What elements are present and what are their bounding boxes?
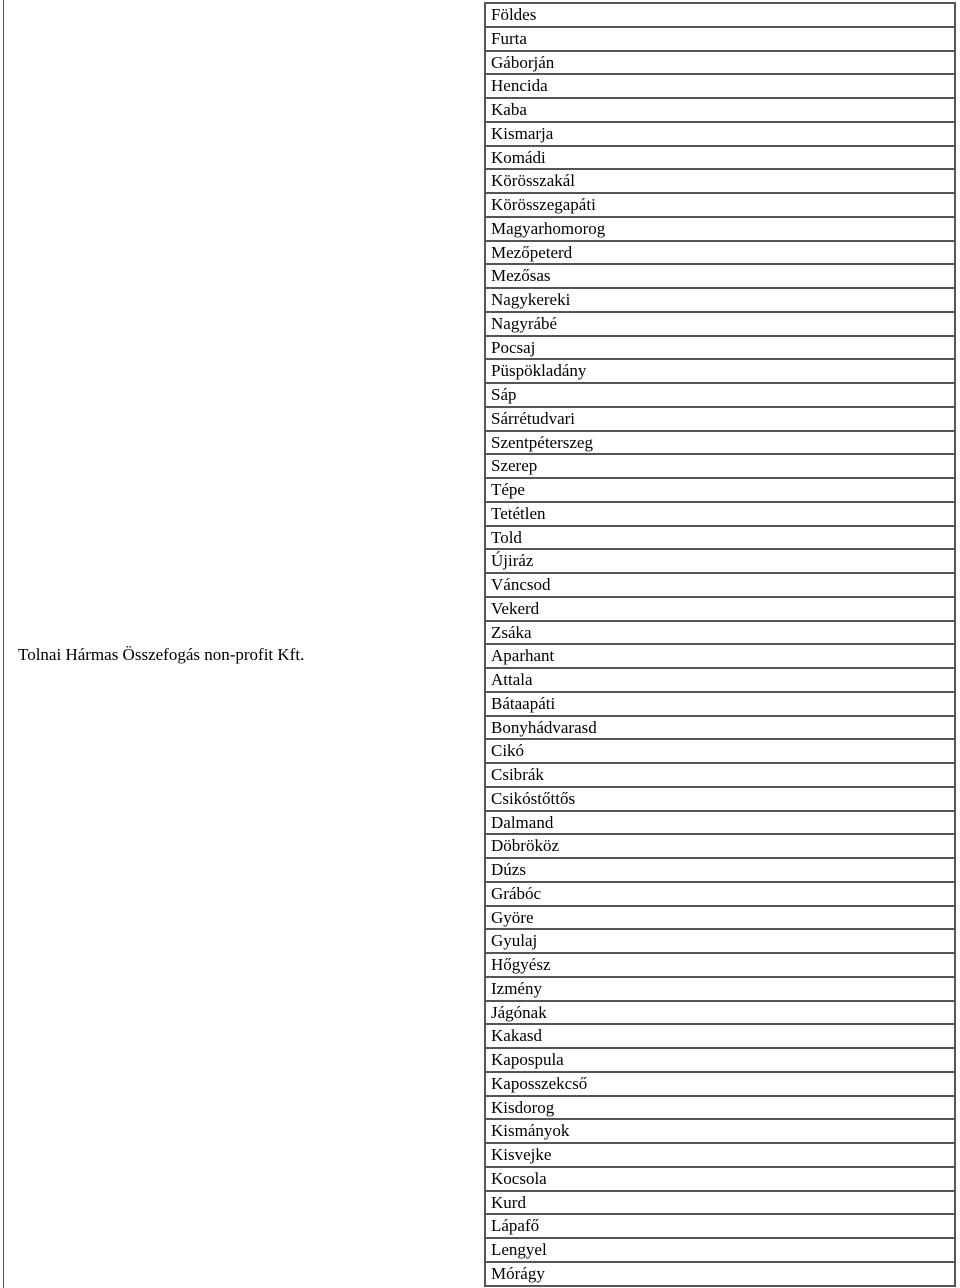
settlement-row: Kocsola	[486, 1168, 954, 1192]
settlement-row: Dúzs	[486, 859, 954, 883]
settlement-row: Kismarja	[486, 123, 954, 147]
settlement-row: Váncsod	[486, 574, 954, 598]
settlement-row: Kurd	[486, 1192, 954, 1216]
settlement-row: Körösszakál	[486, 170, 954, 194]
organization-name: Tolnai Hármas Összefogás non-profit Kft.	[18, 645, 305, 664]
settlement-row: Kapospula	[486, 1049, 954, 1073]
settlement-row: Mezősas	[486, 265, 954, 289]
settlement-row: Furta	[486, 28, 954, 52]
settlement-row: Szentpéterszeg	[486, 432, 954, 456]
settlement-row: Csibrák	[486, 764, 954, 788]
settlement-row: Komádi	[486, 147, 954, 171]
settlement-row: Szerep	[486, 455, 954, 479]
settlement-row: Földes	[486, 4, 954, 28]
settlement-row: Attala	[486, 669, 954, 693]
settlement-row: Grábóc	[486, 883, 954, 907]
organization-cell	[3, 0, 481, 1288]
settlement-row: Vekerd	[486, 598, 954, 622]
settlement-row: Magyarhomorog	[486, 218, 954, 242]
settlement-row: Csikóstőttős	[486, 788, 954, 812]
settlement-row: Tetétlen	[486, 503, 954, 527]
settlement-row: Dalmand	[486, 812, 954, 836]
settlement-row: Hencida	[486, 75, 954, 99]
settlement-row: Kakasd	[486, 1025, 954, 1049]
settlement-row: Nagyrábé	[486, 313, 954, 337]
settlement-row: Kaposszekcső	[486, 1073, 954, 1097]
settlement-row: Zsáka	[486, 622, 954, 646]
settlement-row: Mórágy	[486, 1263, 954, 1287]
settlement-list	[484, 2, 956, 1287]
settlement-row: Döbrököz	[486, 835, 954, 859]
settlement-row: Hőgyész	[486, 954, 954, 978]
settlement-row: Sáp	[486, 384, 954, 408]
settlement-row: Tépe	[486, 479, 954, 503]
settlement-row: Lápafő	[486, 1215, 954, 1239]
settlement-row: Györe	[486, 907, 954, 931]
settlement-row: Mezőpeterd	[486, 242, 954, 266]
settlement-row: Sárrétudvari	[486, 408, 954, 432]
settlement-row: Kaba	[486, 99, 954, 123]
settlement-row: Bátaapáti	[486, 693, 954, 717]
settlement-row: Lengyel	[486, 1239, 954, 1263]
settlement-row: Jágónak	[486, 1002, 954, 1026]
settlement-row: Kisdorog	[486, 1097, 954, 1121]
settlement-row: Kismányok	[486, 1120, 954, 1144]
settlement-row: Pocsaj	[486, 337, 954, 361]
settlement-row: Gyulaj	[486, 930, 954, 954]
settlement-row: Aparhant	[486, 645, 954, 669]
settlement-row: Cikó	[486, 740, 954, 764]
settlement-row: Püspökladány	[486, 360, 954, 384]
settlement-row: Gáborján	[486, 52, 954, 76]
settlement-row: Told	[486, 527, 954, 551]
settlement-row: Izmény	[486, 978, 954, 1002]
settlement-row: Körösszegapáti	[486, 194, 954, 218]
settlement-row: Kisvejke	[486, 1144, 954, 1168]
settlement-row: Újiráz	[486, 550, 954, 574]
settlement-row: Bonyhádvarasd	[486, 717, 954, 741]
settlement-row: Nagykereki	[486, 289, 954, 313]
